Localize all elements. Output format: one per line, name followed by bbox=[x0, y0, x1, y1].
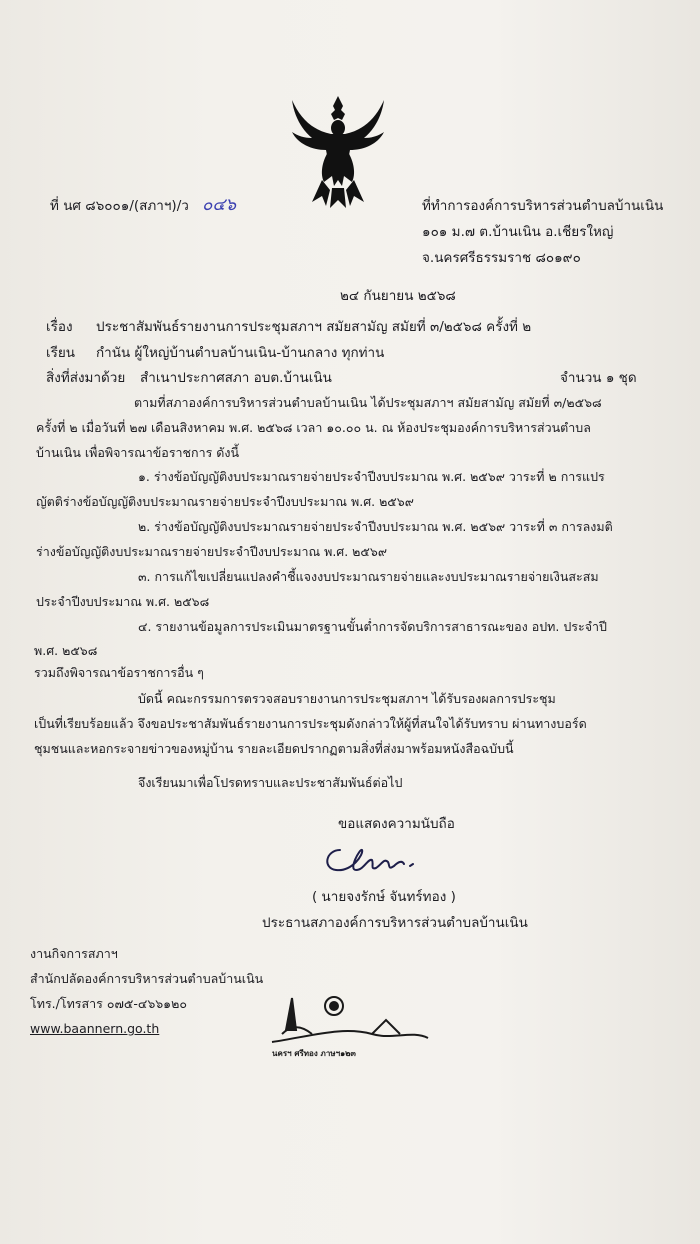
agenda-item-continued: ญัตติร่างข้อบัญญัติงบประมาณรายจ่ายประจำปีงบประมาณ พ.ศ. ๒๕๖๙ bbox=[36, 494, 414, 509]
garuda-emblem-icon bbox=[282, 90, 394, 210]
body-line: เป็นที่เรียบร้อยแล้ว จึงขอประชาสัมพันธ์รายงานการประชุมดังกล่าวให้ผู้ที่สนใจได้รับทราบ ผ่านทางบอร์ด bbox=[34, 716, 587, 731]
svg-text:นครฯ ศรีทอง ภาษฯ๑๒๓: นครฯ ศรีทอง ภาษฯ๑๒๓ bbox=[272, 1049, 356, 1058]
enclosure-quantity: จำนวน ๑ ชุด bbox=[560, 370, 637, 386]
closing-salutation: ขอแสดงความนับถือ bbox=[338, 816, 455, 832]
agenda-item-continued: ประจำปีงบประมาณ พ.ศ. ๒๕๖๘ bbox=[36, 594, 210, 609]
agenda-item: ๔. รายงานข้อมูลการประเมินมาตรฐานขั้นต่ำการจัดบริการสาธารณะของ อปท. ประจำปี bbox=[138, 619, 607, 634]
organization-logo-icon bbox=[262, 990, 432, 1062]
reference-handwritten-number: ๐๔๖ bbox=[202, 195, 237, 215]
agenda-item: ๑. ร่างข้อบัญญัติงบประมาณรายจ่ายประจำปีงบประมาณ พ.ศ. ๒๕๖๙ วาระที่ ๒ การแปร bbox=[138, 469, 605, 484]
footer-website-link[interactable]: www.baannern.go.th bbox=[30, 1021, 160, 1036]
agenda-item: ๓. การแก้ไขเปลี่ยนแปลงคำชี้แจงงบประมาณรายจ่ายและงบประมาณรายจ่ายเงินสะสม bbox=[138, 569, 599, 584]
agenda-item-continued: ร่างข้อบัญญัติงบประมาณรายจ่ายประจำปีงบประมาณ พ.ศ. ๒๕๖๙ bbox=[36, 544, 387, 559]
signer-name: ( นายจงรักษ์ จันทร์ทอง ) bbox=[312, 889, 456, 905]
footer-department: งานกิจการสภาฯ bbox=[30, 946, 118, 961]
enclosure-label: สิ่งที่ส่งมาด้วย bbox=[46, 370, 126, 386]
sender-address-line: ที่ทำการองค์การบริหารส่วนตำบลบ้านเนิน bbox=[422, 198, 664, 214]
footer-office: สำนักปลัดองค์การบริหารส่วนตำบลบ้านเนิน bbox=[30, 971, 264, 986]
body-line: บ้านเนิน เพื่อพิจารณาข้อราชการ ดังนี้ bbox=[36, 445, 240, 460]
enclosure-text: สำเนาประกาศสภา อบต.บ้านเนิน bbox=[140, 370, 332, 386]
recipient-label: เรียน bbox=[46, 345, 76, 361]
sender-address-line: จ.นครศรีธรรมราช ๘๐๑๙๐ bbox=[422, 250, 581, 266]
agenda-item: ๒. ร่างข้อบัญญัติงบประมาณรายจ่ายประจำปีงบประมาณ พ.ศ. ๒๕๖๙ วาระที่ ๓ การลงมติ bbox=[138, 519, 613, 534]
body-line: รวมถึงพิจารณาข้อราชการอื่น ๆ bbox=[34, 665, 204, 680]
closing-sentence: จึงเรียนมาเพื่อโปรดทราบและประชาสัมพันธ์ต่อไป bbox=[138, 775, 403, 790]
body-line: บัดนี้ คณะกรรมการตรวจสอบรายงานการประชุมสภาฯ ได้รับรองผลการประชุม bbox=[138, 691, 556, 706]
letter-date: ๒๔ กันยายน ๒๕๖๘ bbox=[340, 288, 456, 304]
recipient-text: กำนัน ผู้ใหญ่บ้านตำบลบ้านเนิน-บ้านกลาง ทุกท่าน bbox=[96, 345, 385, 361]
reference-number: ที่ นศ ๘๖๐๐๑/(สภาฯ)/ว bbox=[50, 198, 189, 214]
body-line: ตามที่สภาองค์การบริหารส่วนตำบลบ้านเนิน ได้ประชุมสภาฯ สมัยสามัญ สมัยที่ ๓/๒๕๖๘ bbox=[134, 395, 602, 410]
body-line: ครั้งที่ ๒ เมื่อวันที่ ๒๗ เดือนสิงหาคม พ.ศ. ๒๕๖๘ เวลา ๑๐.๐๐ น. ณ ห้องประชุมองค์การบริหารส่วนตำบล bbox=[36, 420, 591, 435]
signer-title: ประธานสภาองค์การบริหารส่วนตำบลบ้านเนิน bbox=[262, 915, 528, 931]
body-line: ชุมชนและหอกระจายข่าวของหมู่บ้าน รายละเอียดปรากฏตามสิ่งที่ส่งมาพร้อมหนังสือฉบับนี้ bbox=[34, 741, 514, 756]
agenda-item-continued: พ.ศ. ๒๕๖๘ bbox=[34, 643, 98, 658]
handwritten-signature bbox=[318, 840, 428, 882]
sender-address-line: ๑๐๑ ม.๗ ต.บ้านเนิน อ.เชียรใหญ่ bbox=[422, 224, 614, 240]
subject-text: ประชาสัมพันธ์รายงานการประชุมสภาฯ สมัยสามัญ สมัยที่ ๓/๒๕๖๘ ครั้งที่ ๒ bbox=[96, 319, 532, 335]
footer-phone: โทร./โทรสาร ๐๗๕-๔๖๖๑๒๐ bbox=[30, 996, 187, 1011]
subject-label: เรื่อง bbox=[46, 319, 73, 335]
